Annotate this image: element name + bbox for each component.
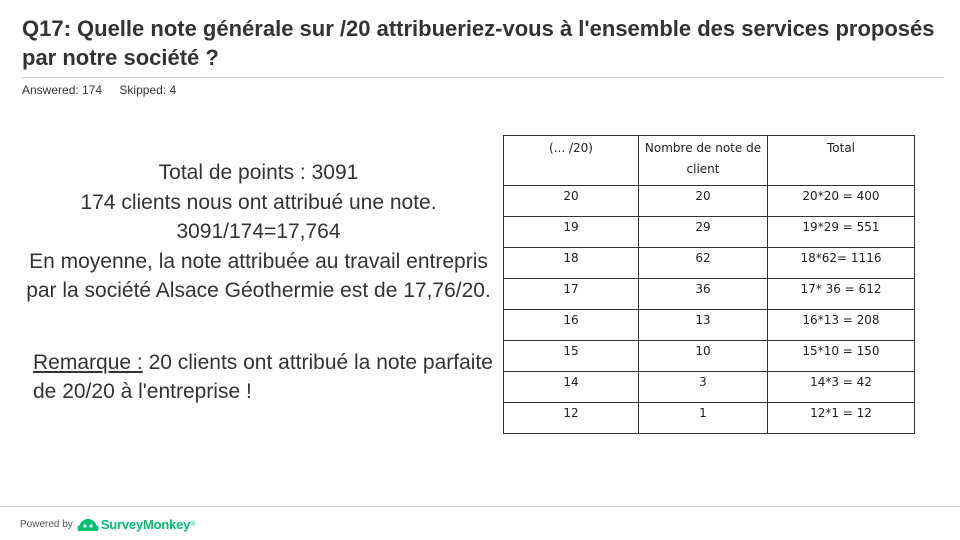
cell-score: 18	[504, 248, 639, 279]
cell-total: 16*13 = 208	[768, 310, 915, 341]
cell-count: 13	[639, 310, 768, 341]
cell-count: 36	[639, 279, 768, 310]
footer-divider	[0, 506, 960, 507]
total-points: Total de points : 3091	[158, 161, 359, 184]
cell-count: 62	[639, 248, 768, 279]
cell-total: 14*3 = 42	[768, 372, 915, 403]
summary-text	[22, 158, 495, 306]
header-divider	[22, 77, 944, 78]
remark-text: 20 clients ont attribué la note parfaite de 20/20 à l'entreprise !	[33, 351, 493, 403]
question-title: Q17: Quelle note générale sur /20 attribueriez-vous à l'ensemble des services proposés par notre société ?	[22, 16, 935, 70]
clients-count: 174 clients nous ont attribué une note.	[80, 190, 437, 214]
cell-count: 20	[639, 186, 768, 217]
table-row	[504, 372, 915, 403]
table-row	[504, 248, 915, 279]
column-header-total: Total	[768, 136, 915, 186]
table-row	[504, 186, 915, 217]
table-row	[504, 279, 915, 310]
answered-count: Answered: 174	[22, 83, 103, 97]
surveymonkey-brand: SurveyMonkey	[100, 516, 191, 532]
surveymonkey-logo-icon	[77, 516, 99, 532]
remark-label: Remarque :	[33, 351, 143, 374]
remark	[33, 348, 503, 406]
cell-score: 15	[504, 341, 639, 372]
cell-total: 18*62= 1116	[768, 248, 915, 279]
table-row	[504, 341, 915, 372]
cell-total: 19*29 = 551	[768, 217, 915, 248]
response-stats	[22, 83, 176, 97]
cell-count: 1	[639, 403, 768, 434]
table-row	[504, 310, 915, 341]
cell-count: 3	[639, 372, 768, 403]
powered-by-label: Powered by	[20, 518, 73, 530]
cell-score: 12	[504, 403, 639, 434]
table-header-row	[504, 136, 915, 186]
cell-total: 20*20 = 400	[768, 186, 915, 217]
cell-total: 15*10 = 150	[768, 341, 915, 372]
cell-score: 17	[504, 279, 639, 310]
table-row	[504, 217, 915, 248]
cell-count: 10	[639, 341, 768, 372]
cell-count: 29	[639, 217, 768, 248]
skipped-count: Skipped: 4	[119, 83, 177, 97]
column-header-score: (... /20)	[504, 136, 639, 186]
footer	[20, 514, 195, 534]
score-table	[503, 135, 915, 434]
column-header-count: Nombre de note de client	[639, 136, 768, 186]
cell-total: 12*1 = 12	[768, 403, 915, 434]
trademark-mark: ®	[190, 520, 196, 528]
cell-score: 19	[504, 217, 639, 248]
cell-score: 20	[504, 186, 639, 217]
cell-score: 14	[504, 372, 639, 403]
cell-score: 16	[504, 310, 639, 341]
table-row	[504, 403, 915, 434]
average-statement: En moyenne, la note attribuée au travail entrepris par la société Alsace Géothermie est de 17,76/20.	[26, 249, 491, 302]
cell-total: 17* 36 = 612	[768, 279, 915, 310]
average-calculation: 3091/174=17,764	[176, 220, 341, 243]
